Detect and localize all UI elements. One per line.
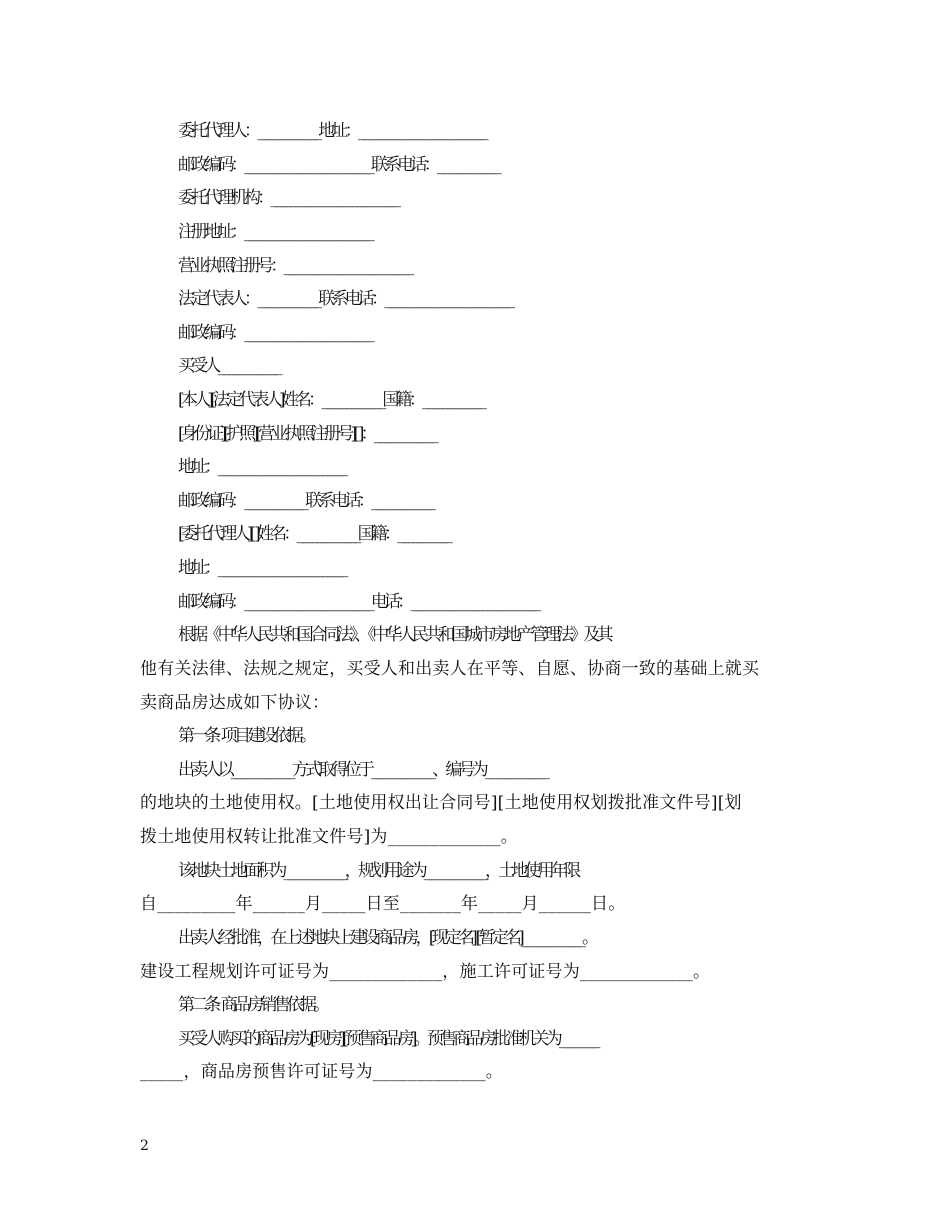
text-line: 委托代理机构：___________________________ [178, 188, 398, 208]
text-line: 法定代表人：_____________联系电话：___________________________ [178, 289, 512, 309]
text-line: [委托代理人][ ]姓名：_____________国籍：___________ [178, 524, 449, 544]
paragraph-line: 出卖人以_____________方式取得位于_____________、编号为_____________ [178, 760, 547, 780]
paragraph-line: 建设工程规划许可证号为_____________，施工许可证号为_____________。 [140, 962, 711, 982]
text-line: 买受人_____________ [178, 356, 279, 376]
text-line: 邮政编码：___________________________电话：___________________________ [178, 592, 538, 612]
text-line: 注册地址：___________________________ [178, 222, 371, 242]
paragraph-line: 根据《中华人民共和国合同法》、《中华人民共和国城市房地产管理法》及其 [178, 625, 610, 645]
article-heading: 第一条 项目建设依据。 [178, 726, 314, 746]
paragraph-line: _____，商品房预售许可证号为_____________。 [140, 1062, 503, 1082]
text-line: 邮政编码：___________________________联系电话：_____________ [178, 155, 499, 175]
paragraph-line: 自_________年______月_____日至_______年_____月______日。 [140, 894, 626, 914]
text-line: 委托代理人：_____________地址：___________________________ [178, 121, 485, 141]
article-heading: 第二条 商品房销售依据。 [178, 995, 327, 1015]
text-line: 地址：___________________________ [178, 457, 345, 477]
text-line: 营业执照注册号：___________________________ [178, 256, 411, 276]
paragraph-line: 的地块的土地使用权。[土地使用权出让合同号][土地使用权划拨批准文件号][划 [140, 793, 742, 813]
paragraph-line: 拨土地使用权转让批准文件号]为_____________。 [140, 827, 518, 847]
text-line: 邮政编码：___________________________ [178, 323, 371, 343]
text-line: 邮政编码：_____________联系电话：_____________ [178, 491, 433, 511]
page-number: 2 [140, 1138, 149, 1154]
paragraph-line: 卖商品房达成如下协议： [140, 693, 330, 713]
paragraph-line: 出卖人经批准，在上述地块上建设商品房，[现定名] [暂定名]_____________。 [178, 928, 596, 948]
text-line: [身份证][护照][营业执照注册号][ ]：_____________ [178, 424, 435, 444]
text-line: 地址：___________________________ [178, 558, 345, 578]
paragraph-line: 买受人购买的商品房为[现房][预售商品房]。预售商品房批准机关为________ [178, 1029, 597, 1049]
paragraph-line: 他有关法律、法规之规定，买受人和出卖人在平等、自愿、协商一致的基础上就买 [140, 659, 760, 679]
paragraph-line: 该地块土地面积为_____________，规划用途为_____________，土地使用年限 [178, 861, 578, 881]
text-line: [本人][法定代表人]姓名：_____________国籍：_____________ [178, 390, 484, 410]
